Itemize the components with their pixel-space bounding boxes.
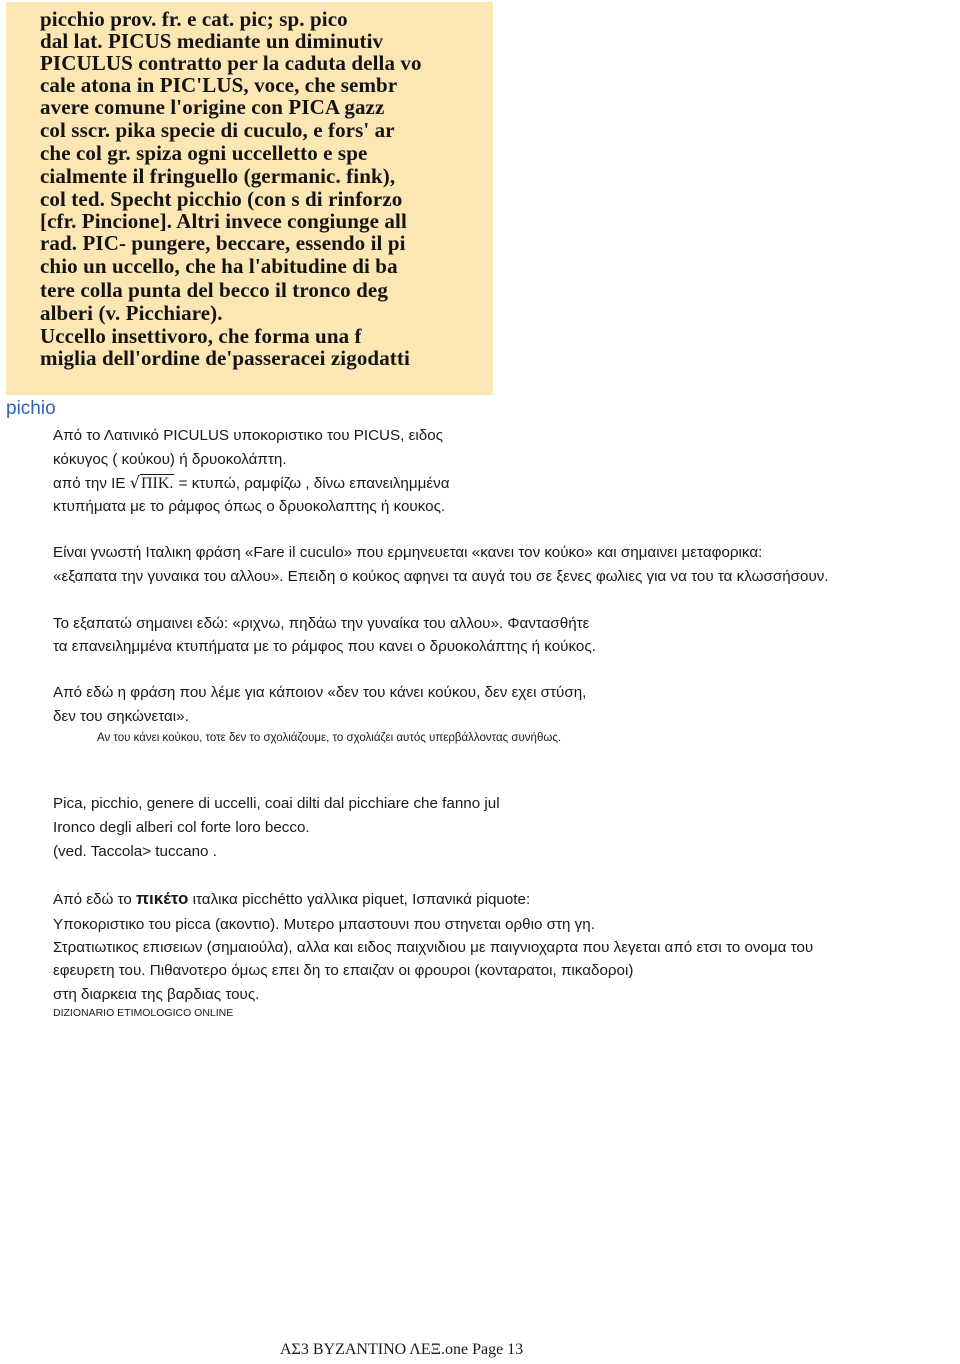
scan-line: alberi (v. Picchiare).	[40, 301, 223, 325]
italian-quote-line: Ironco degli alberi col forte loro becco.	[53, 819, 310, 836]
piketo-suffix: ιταλικα picchétto γαλλικα piquet, Ισπανικά piquote:	[188, 891, 531, 908]
scan-line: miglia dell'ordine de'passeracei zigodatti	[40, 346, 410, 370]
piketo-line: Υποκοριστικο του picca (ακοντιο). Μυτερο μπαστουνι που στηνεται ορθιο στη γη.	[53, 916, 595, 933]
piketo-line: εφευρετη του. Πιθανοτερο όμως επει δη το επαιζαν οι φρουροι (κονταρατοι, πικαδοροι)	[53, 962, 634, 979]
scan-line: tere colla punta del becco il tronco deg	[40, 278, 388, 302]
scan-line: chio un uccello, che ha l'abitudine di ba	[40, 254, 398, 278]
italian-quote-line: (ved. Taccola> tuccano .	[53, 843, 217, 860]
piketo-line: Στρατιωτικος επισειων (σημαιούλα), αλλα και ειδος παιχνιδιου με παιγνιοχαρτα που λεγεται από ετσι το ονομα του	[53, 939, 814, 956]
meaning-line: Το εξαπατώ σημαινει εδώ: «ριχνω, πηδάω την γυναίκα του αλλου». Φαντασθήτε	[53, 615, 590, 632]
scan-line: dal lat. PICUS mediante un diminutiv	[40, 29, 384, 53]
side-note: Αν του κάνει κούκου, τοτε δεν το σχολιάζουμε, το σχολιάζει αυτός υπερβάλλοντας συνήθως.	[97, 732, 562, 744]
root-line	[53, 473, 450, 494]
page-footer: ΑΣ3 ΒΥΖΑΝΤΙΝΟ ΛΕΞ.one Page 13	[280, 1341, 524, 1358]
phrase-line: «εξαπατα την γυναικα του αλλου». Επειδη ο κούκος αφηνει τα αυγά του σε ξενες φωλιες για να του τα κλωσσήσουν.	[53, 568, 829, 585]
piketo-prefix: Από εδώ το	[53, 891, 137, 908]
scan-line: che col gr. spiza ogni uccelletto e spe	[40, 141, 368, 165]
scan-line: picchio prov. fr. e cat. pic; sp. pico	[40, 7, 348, 31]
root-line-prefix: από την ΙΕ	[53, 475, 130, 492]
phrase-line: δεν του σηκώνεται».	[53, 708, 189, 725]
piketo-word: πικέτο	[136, 889, 189, 908]
phrase-line: Είναι γνωστή Ιταλικη φράση «Fare il cuculo» που ερμηνευεται «κανει τον κούκο» και σημαινει μεταφορικα:	[53, 544, 763, 561]
scan-line: [cfr. Pincione]. Altri invece congiunge all	[40, 209, 407, 233]
piketo-line	[53, 889, 530, 910]
etymology-line: κόκυγος ( κούκου) ή δρυοκολάπτη.	[53, 451, 287, 468]
scan-line: cialmente il fringuello (germanic. fink),	[40, 164, 396, 188]
scan-line: col sscr. pika specie di cuculo, e fors' ar	[40, 118, 395, 142]
page-heading: pichio	[6, 398, 56, 419]
scan-line: col ted. Specht picchio (con s di rinforzo	[40, 187, 403, 211]
meaning-line: τα επανειλημμένα κτυπήματα με το ράμφος που κανει ο δρυοκολάπτης ή κούκος.	[53, 638, 596, 655]
square-root-icon: √	[129, 473, 140, 492]
piketo-line: στη διαρκεια της βαρδιας τους.	[53, 986, 260, 1003]
root-line-suffix: = κτυπώ, ραμφίζω , δίνω επανειλημμένα	[174, 475, 450, 492]
etymology-line: Από το Λατινικό PICULUS υποκοριστικο του PICUS, ειδος	[53, 427, 443, 444]
scan-line: PICULUS contratto per la caduta della vo	[40, 51, 422, 75]
italian-quote-line: Pica, picchio, genere di uccelli, coai dilti dal picchiare che fanno jul	[53, 795, 500, 812]
scan-line: cale atona in PIC'LUS, voce, che sembr	[40, 73, 398, 97]
dictionary-scan-image	[6, 2, 493, 395]
scan-line: rad. PIC- pungere, beccare, essendo il pi	[40, 231, 406, 255]
root-word: ΠΙΚ.	[140, 475, 174, 492]
scan-line: Uccello insettivoro, che forma una f	[40, 324, 362, 348]
source-citation: DIZIONARIO ETIMOLOGICO ONLINE	[53, 1007, 234, 1019]
etymology-line: κτυπήματα με το ράμφος όπως ο δρυοκολαπτης ή κουκος.	[53, 498, 446, 515]
phrase-line: Από εδώ η φράση που λέμε για κάποιον «δεν του κάνει κούκου, δεν εχει στύση,	[53, 684, 587, 701]
scan-line: avere comune l'origine con PICA gazz	[40, 95, 385, 119]
scan-edge-shade	[475, 2, 493, 395]
